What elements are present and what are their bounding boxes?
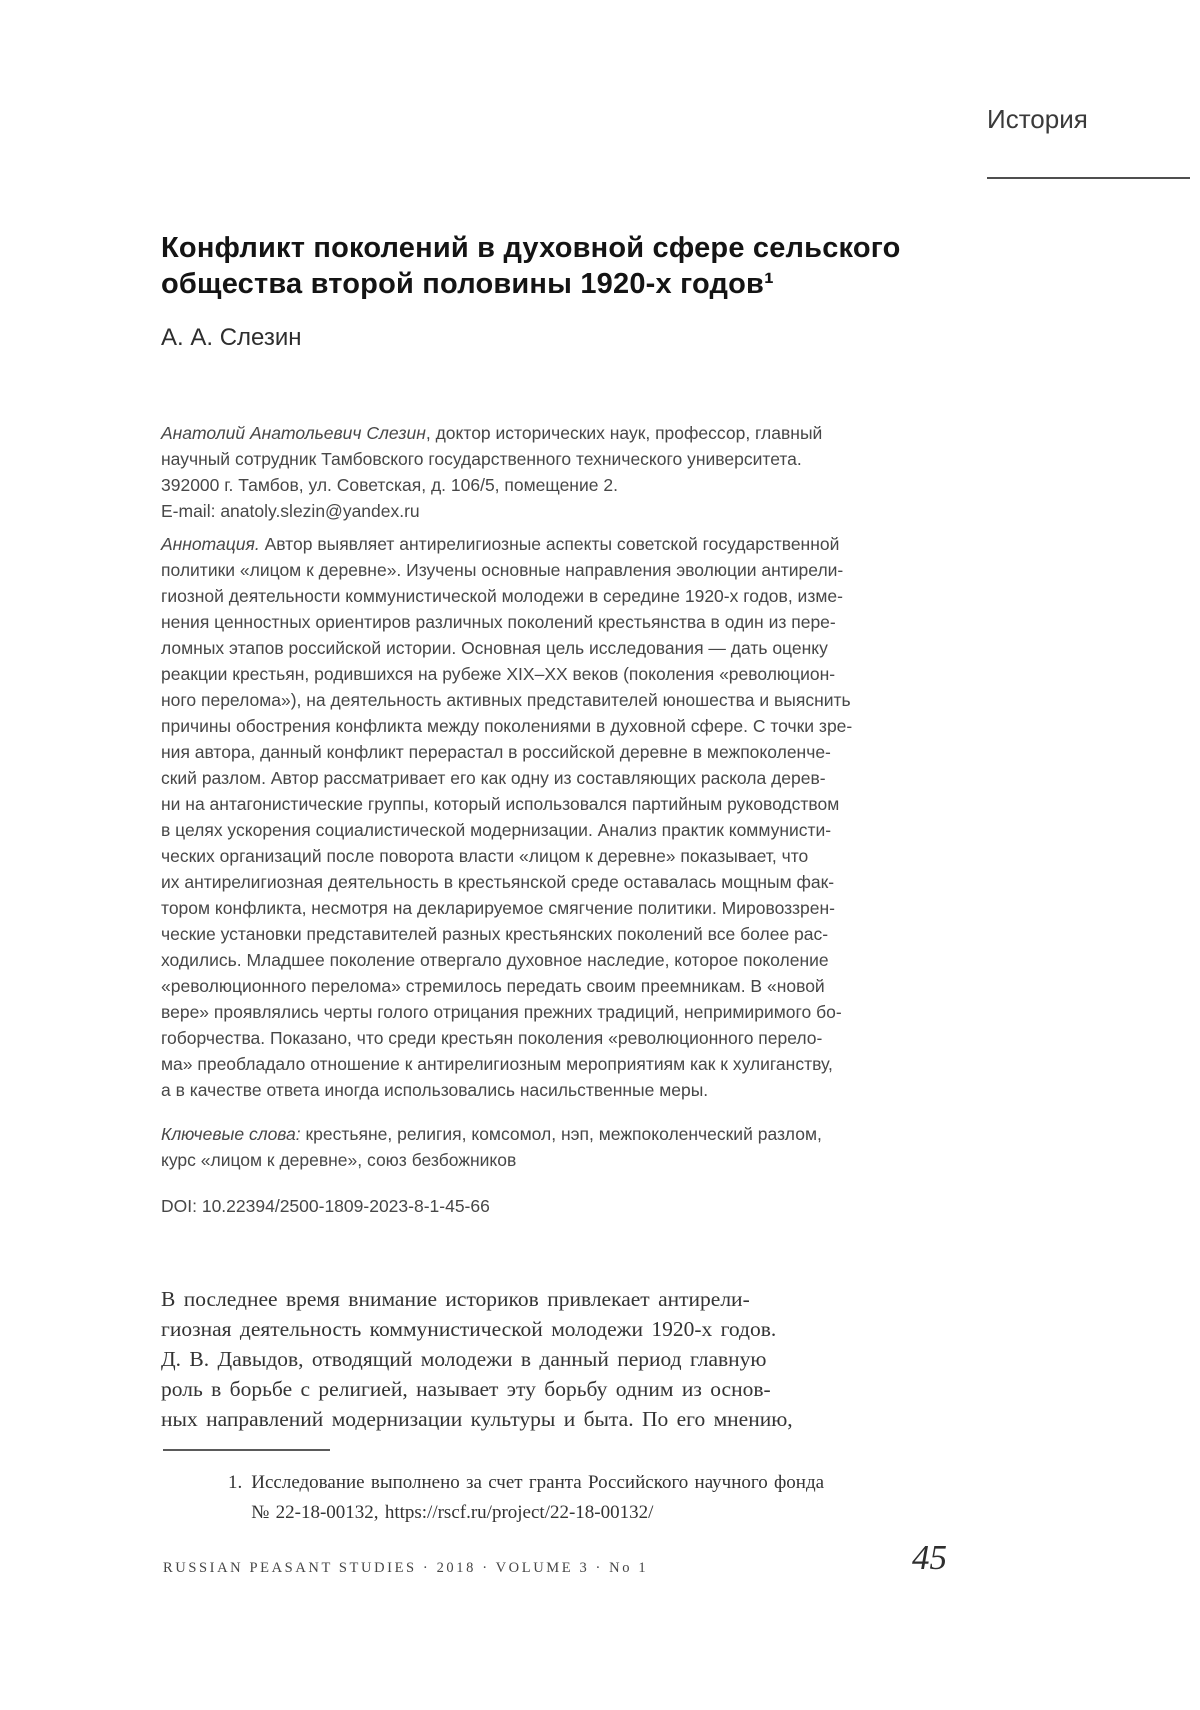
abstract-block <box>161 531 951 1103</box>
footnote <box>228 1468 948 1528</box>
abstract-label: Аннотация. <box>161 534 260 554</box>
article-title: Конфликт поколений в духовной сфере сельского общества второй половины 1920-х годов¹ <box>161 232 901 300</box>
running-footer-journal-line: RUSSIAN PEASANT STUDIES · 2018 · VOLUME 3 · No 1 <box>163 1560 649 1576</box>
author-full-name: Анатолий Анатольевич Слезин <box>161 423 426 443</box>
email-address[interactable]: anatoly.slezin@yandex.ru <box>220 501 420 521</box>
section-heading: История <box>987 104 1088 134</box>
body-paragraph: В последнее время внимание историков привлекает антирели- гиозная деятельность коммунистической молодежи 1920-х годов. Д. В. Давыдов, отводящий молодежи в данный период главную роль в борьбе с религией, называет эту борьбу одним из основ- ных направлений модернизации культуры и быта. По его мнению, <box>161 1287 793 1431</box>
email-line <box>161 498 951 524</box>
footnote-text: Исследование выполнено за счет гранта Российского научного фонда № 22-18-00132, https://rscf.ru/project/22-18-00132/ <box>251 1472 825 1523</box>
page-number: 45 <box>912 1538 947 1577</box>
author-short-name: А. А. Слезин <box>161 324 302 351</box>
footnote-number: 1. <box>228 1472 243 1493</box>
affiliation-text: , доктор исторических наук, профессор, главный научный сотрудник Тамбовского государственного технического университета. 392000 г. Тамбов, ул. Советская, д. 106/5, помещение 2. <box>161 423 823 495</box>
section-divider-rule <box>987 177 1190 179</box>
abstract-text: Автор выявляет антирелигиозные аспекты советской государственной политики «лицом к деревне». Изучены основные направления эволюции антирели- гиозной деятельности коммунистической молодежи в середине 1920-х годов, изме- нения ценностных ориентиров различных поколений крестьянства в один из пере- ломных этапов российской истории. Основная цель исследования — дать оценку реакции крестьян, родившихся на рубеже XIX–XX веков (поколения «революцион- ного перелома»), на деятельность активных представителей юношества и выяснить причины обострения конфликта между поколениями в духовной сфере. С точки зре- ния автора, данный конфликт перерастал в российской деревне в межпоколенче- ский разлом. Автор рассматривает его как одну из составляющих раскола дерев- ни на антагонистические группы, который использовался партийным руководством в целях ускорения социалистической модернизации. Анализ практик коммунисти- ческих организаций после поворота власти «лицом к деревне» показывает, что их антирелигиозная деятельность в крестьянской среде оставалась мощным фак- тором конфликта, несмотря на декларируемое смягчение политики. Мировоззрен- ческие установки представителей разных крестьянских поколений все более рас- ходились. Младшее поколение отвергало духовное наследие, которое поколение «революционного перелома» стремилось передать своим преемникам. В «новой вере» проявлялись черты голого отрицания прежних традиций, непримиримого бо- гоборчества. Показано, что среди крестьян поколения «революционного перело- ма» преобладало отношение к антирелигиозным мероприятиям как к хулиганству, а в качестве ответа иногда использовались насильственные меры. <box>161 534 853 1100</box>
doi-line: DOI: 10.22394/2500-1809-2023-8-1-45-66 <box>161 1196 490 1216</box>
email-label: E-mail: <box>161 501 221 521</box>
affiliation-block <box>161 420 951 524</box>
keywords-block <box>161 1121 951 1173</box>
keywords-label: Ключевые слова: <box>161 1124 301 1144</box>
keywords-text: крестьяне, религия, комсомол, нэп, межпоколенческий разлом, курс «лицом к деревне», союз безбожников <box>161 1124 822 1170</box>
footnote-divider-rule <box>163 1449 330 1451</box>
